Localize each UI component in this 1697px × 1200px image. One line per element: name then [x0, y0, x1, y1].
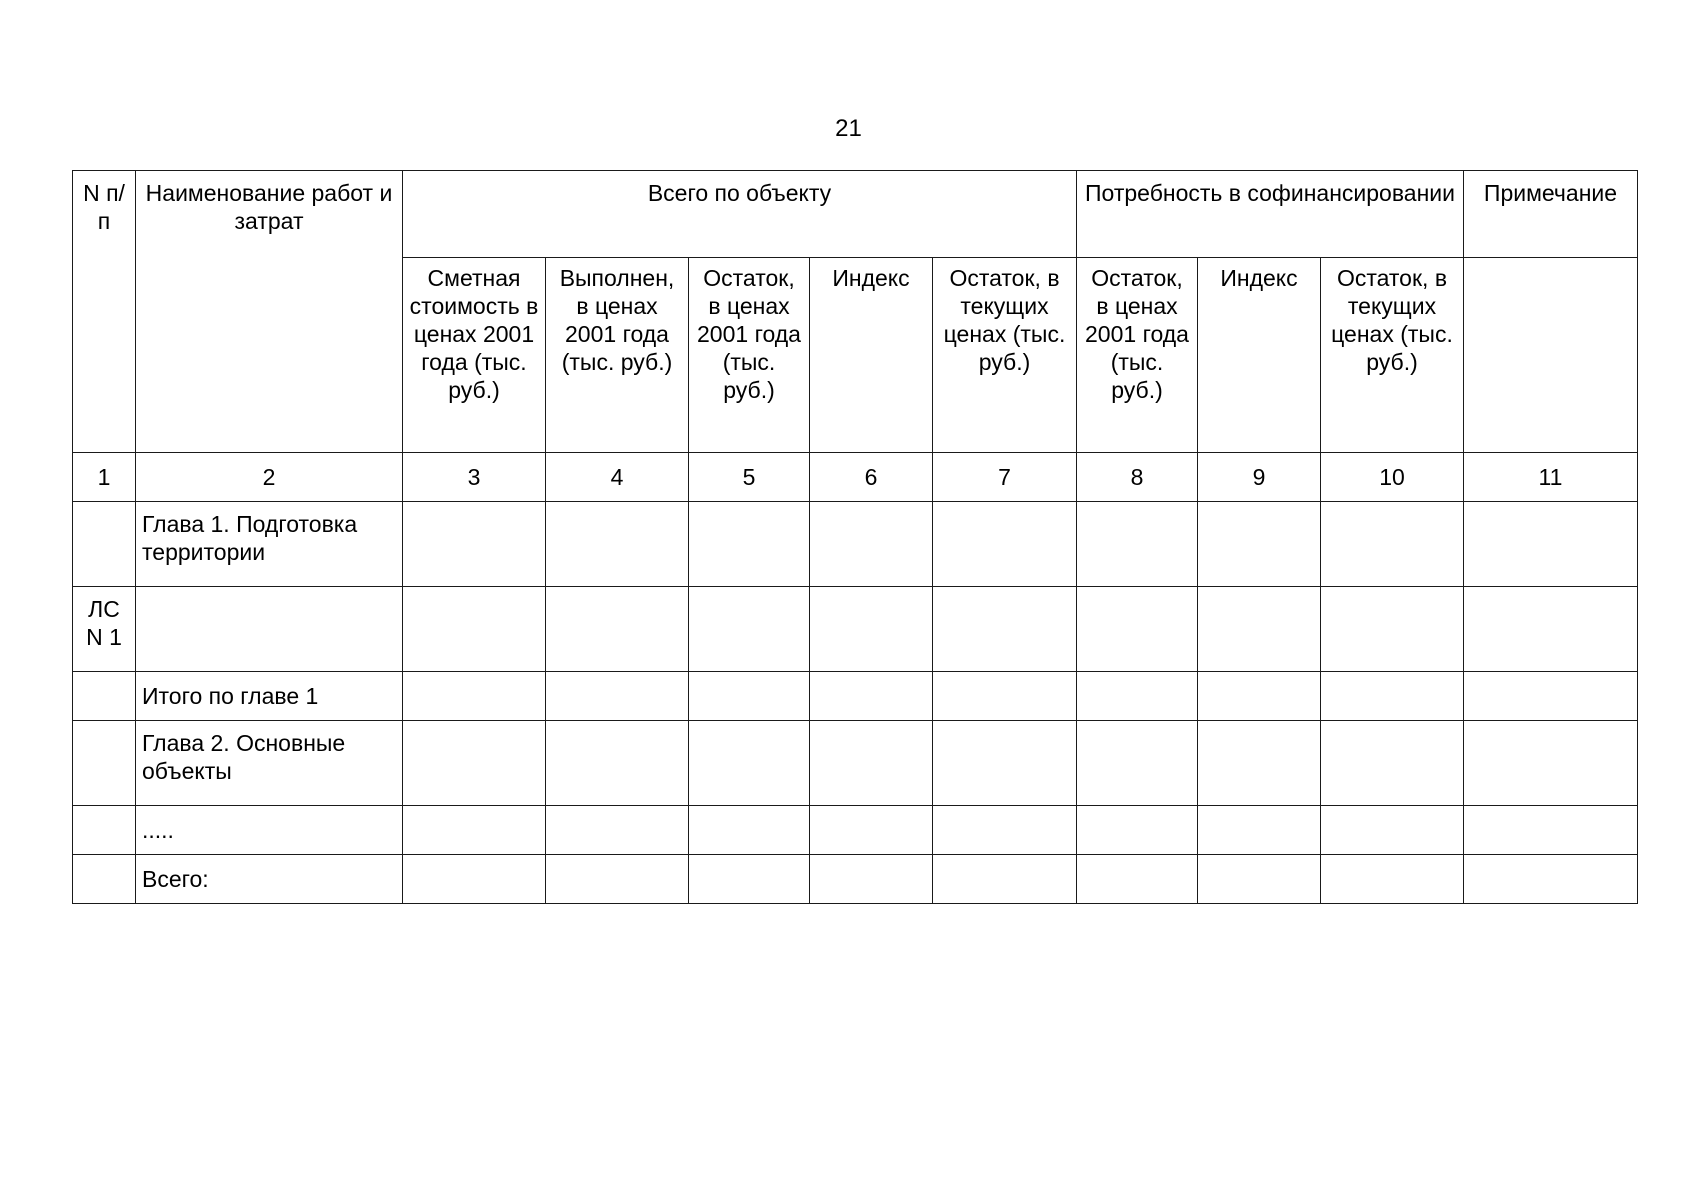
- data-cell: [933, 587, 1077, 672]
- header-sub-9: Индекс: [1198, 258, 1321, 453]
- column-number: 11: [1464, 453, 1638, 502]
- data-cell: [1464, 502, 1638, 587]
- data-cell: [1077, 672, 1198, 721]
- data-cell: [403, 587, 546, 672]
- data-cell: [1321, 806, 1464, 855]
- data-cell: [810, 855, 933, 904]
- header-sub-3: Сметная стоимость в ценах 2001 года (тыс. руб.): [403, 258, 546, 453]
- data-cell: [1321, 587, 1464, 672]
- row-name-cell: .....: [136, 806, 403, 855]
- header-sub-8: Остаток, в ценах 2001 года (тыс. руб.): [1077, 258, 1198, 453]
- data-cell: [403, 855, 546, 904]
- data-cell: [403, 502, 546, 587]
- header-name: Наименование работ и затрат: [136, 171, 403, 453]
- data-cell: [1464, 587, 1638, 672]
- header-sub-10: Остаток, в текущих ценах (тыс. руб.): [1321, 258, 1464, 453]
- header-np: N п/п: [73, 171, 136, 453]
- header-sub-6: Индекс: [810, 258, 933, 453]
- column-number: 8: [1077, 453, 1198, 502]
- data-cell: [1198, 855, 1321, 904]
- data-cell: [689, 587, 810, 672]
- data-cell: [810, 806, 933, 855]
- header-sub-5: Остаток, в ценах 2001 года (тыс. руб.): [689, 258, 810, 453]
- data-cell: [1464, 721, 1638, 806]
- data-cell: [810, 587, 933, 672]
- table-row: [73, 721, 1638, 806]
- header-need-group: Потребность в софинансировании: [1077, 171, 1464, 258]
- row-np-cell: [73, 502, 136, 587]
- table-row: [73, 806, 1638, 855]
- data-cell: [810, 721, 933, 806]
- data-cell: [689, 721, 810, 806]
- column-number: 1: [73, 453, 136, 502]
- data-cell: [1198, 502, 1321, 587]
- data-cell: [933, 855, 1077, 904]
- data-cell: [403, 806, 546, 855]
- data-cell: [1198, 587, 1321, 672]
- data-cell: [1464, 806, 1638, 855]
- data-cell: [933, 502, 1077, 587]
- data-cell: [689, 806, 810, 855]
- data-cell: [1198, 806, 1321, 855]
- header-note: Примечание: [1464, 171, 1638, 258]
- data-cell: [403, 672, 546, 721]
- data-cell: [1077, 855, 1198, 904]
- data-cell: [1198, 721, 1321, 806]
- data-cell: [1077, 502, 1198, 587]
- data-cell: [546, 721, 689, 806]
- column-number: 5: [689, 453, 810, 502]
- header-sub-4: Выполнен, в ценах 2001 года (тыс. руб.): [546, 258, 689, 453]
- data-cell: [403, 721, 546, 806]
- data-cell: [933, 721, 1077, 806]
- data-cell: [810, 502, 933, 587]
- data-cell: [1321, 721, 1464, 806]
- data-cell: [1321, 855, 1464, 904]
- column-number: 9: [1198, 453, 1321, 502]
- column-number: 6: [810, 453, 933, 502]
- row-name-cell: Глава 1. Подготовка территории: [136, 502, 403, 587]
- data-cell: [689, 502, 810, 587]
- data-cell: [546, 502, 689, 587]
- column-number: 10: [1321, 453, 1464, 502]
- data-cell: [689, 855, 810, 904]
- data-cell: [546, 855, 689, 904]
- page-number: 21: [835, 115, 862, 142]
- data-cell: [933, 672, 1077, 721]
- data-cell: [1077, 721, 1198, 806]
- data-cell: [689, 672, 810, 721]
- row-np-cell: ЛС N 1: [73, 587, 136, 672]
- header-sub-11-empty: [1464, 258, 1638, 453]
- table-row: [73, 587, 1638, 672]
- header-row-top: [73, 171, 1638, 258]
- column-number: 4: [546, 453, 689, 502]
- data-cell: [1464, 855, 1638, 904]
- column-number: 2: [136, 453, 403, 502]
- column-number-row: [73, 453, 1638, 502]
- row-name-cell: [136, 587, 403, 672]
- row-np-cell: [73, 855, 136, 904]
- header-sub-7: Остаток, в текущих ценах (тыс. руб.): [933, 258, 1077, 453]
- column-number: 3: [403, 453, 546, 502]
- data-cell: [546, 806, 689, 855]
- data-cell: [1321, 502, 1464, 587]
- row-np-cell: [73, 721, 136, 806]
- data-cell: [1464, 672, 1638, 721]
- table-row: [73, 502, 1638, 587]
- estimate-table: [72, 170, 1638, 904]
- data-cell: [1077, 806, 1198, 855]
- data-cell: [546, 587, 689, 672]
- data-cell: [1321, 672, 1464, 721]
- table-row: [73, 855, 1638, 904]
- row-name-cell: Всего:: [136, 855, 403, 904]
- data-cell: [933, 806, 1077, 855]
- table-row: [73, 672, 1638, 721]
- data-cell: [1077, 587, 1198, 672]
- row-np-cell: [73, 672, 136, 721]
- data-cell: [1198, 672, 1321, 721]
- row-name-cell: Глава 2. Основные объекты: [136, 721, 403, 806]
- row-np-cell: [73, 806, 136, 855]
- row-name-cell: Итого по главе 1: [136, 672, 403, 721]
- header-total-group: Всего по объекту: [403, 171, 1077, 258]
- column-number: 7: [933, 453, 1077, 502]
- data-cell: [810, 672, 933, 721]
- data-cell: [546, 672, 689, 721]
